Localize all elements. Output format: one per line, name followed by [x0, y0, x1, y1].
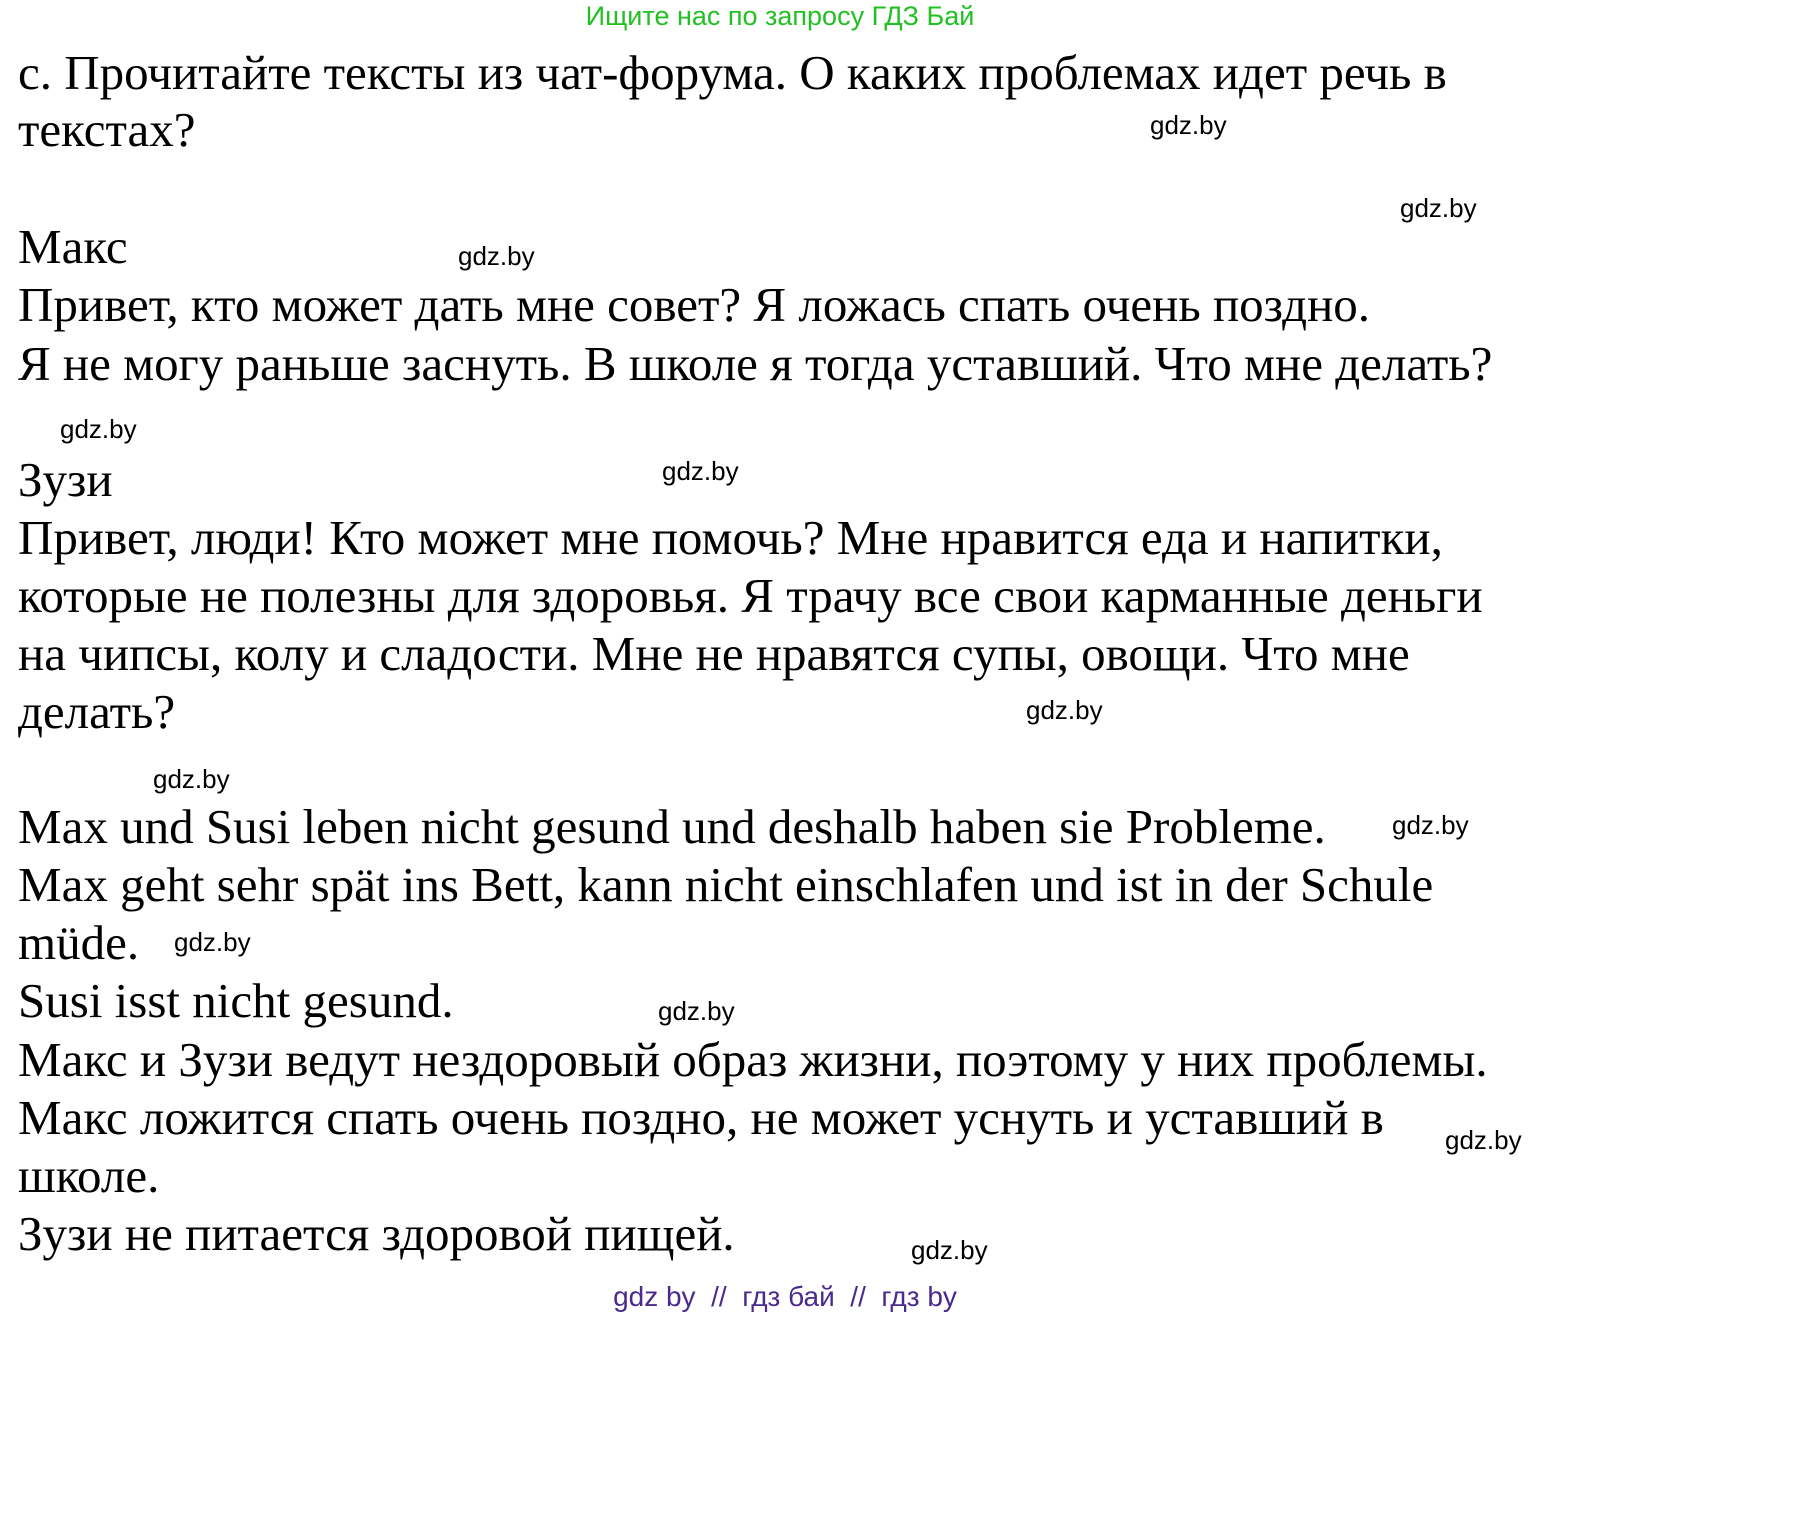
watermark: gdz.by — [1400, 193, 1477, 223]
watermark: gdz.by — [1026, 695, 1103, 725]
answer-ru-line-2: Макс ложится спать очень поздно, не может уснуть и уставший в — [18, 1090, 1384, 1145]
susi-author: Зузи — [18, 452, 113, 507]
answer-ru-line-4: Зузи не питается здоровой пищей. — [18, 1206, 735, 1261]
answer-ru-line-3: школе. — [18, 1148, 160, 1203]
watermark: gdz.by — [1392, 810, 1469, 840]
watermark: gdz.by — [658, 996, 735, 1026]
watermark: gdz.by — [174, 927, 251, 957]
answer-de-line-2: Max geht sehr spät ins Bett, kann nicht einschlafen und ist in der Schule — [18, 857, 1434, 912]
answer-ru-line-1: Макс и Зузи ведут нездоровый образ жизни, поэтому у них проблемы. — [18, 1032, 1488, 1087]
max-post-line-2: Я не могу раньше заснуть. В школе я тогда уставший. Что мне делать? — [18, 336, 1493, 391]
watermark: gdz.by — [911, 1235, 988, 1265]
watermark: gdz.by — [662, 456, 739, 486]
max-author: Макс — [18, 219, 128, 274]
answer-de-line-1: Max und Susi leben nicht gesund und deshalb haben sie Probleme. — [18, 799, 1326, 854]
susi-post-line-3: на чипсы, колу и сладости. Мне не нравятся супы, овощи. Что мне — [18, 626, 1410, 681]
max-post-line-1: Привет, кто может дать мне совет? Я ложась спать очень поздно. — [18, 277, 1371, 332]
susi-post-line-2: которые не полезны для здоровья. Я трачу все свои карманные деньги — [18, 568, 1483, 623]
susi-post-line-4: делать? — [18, 684, 176, 739]
watermark: gdz.by — [1150, 110, 1227, 140]
susi-post-line-1: Привет, люди! Кто может мне помочь? Мне нравится еда и напитки, — [18, 510, 1443, 565]
watermark: gdz.by — [458, 241, 535, 271]
watermark: gdz.by — [60, 414, 137, 444]
task-line-1: c. Прочитайте тексты из чат-форума. О каких проблемах идет речь в — [18, 45, 1447, 100]
answer-de-line-4: Susi isst nicht gesund. — [18, 973, 454, 1028]
watermark: gdz.by — [1445, 1125, 1522, 1155]
search-hint: Ищите нас по запросу ГДЗ Бай — [585, 1, 975, 31]
task-line-2: текстах? — [18, 102, 196, 157]
footer-brand: gdz by // гдз бай // гдз by — [613, 1281, 957, 1312]
watermark: gdz.by — [153, 764, 230, 794]
answer-de-line-3: müde. — [18, 915, 140, 970]
